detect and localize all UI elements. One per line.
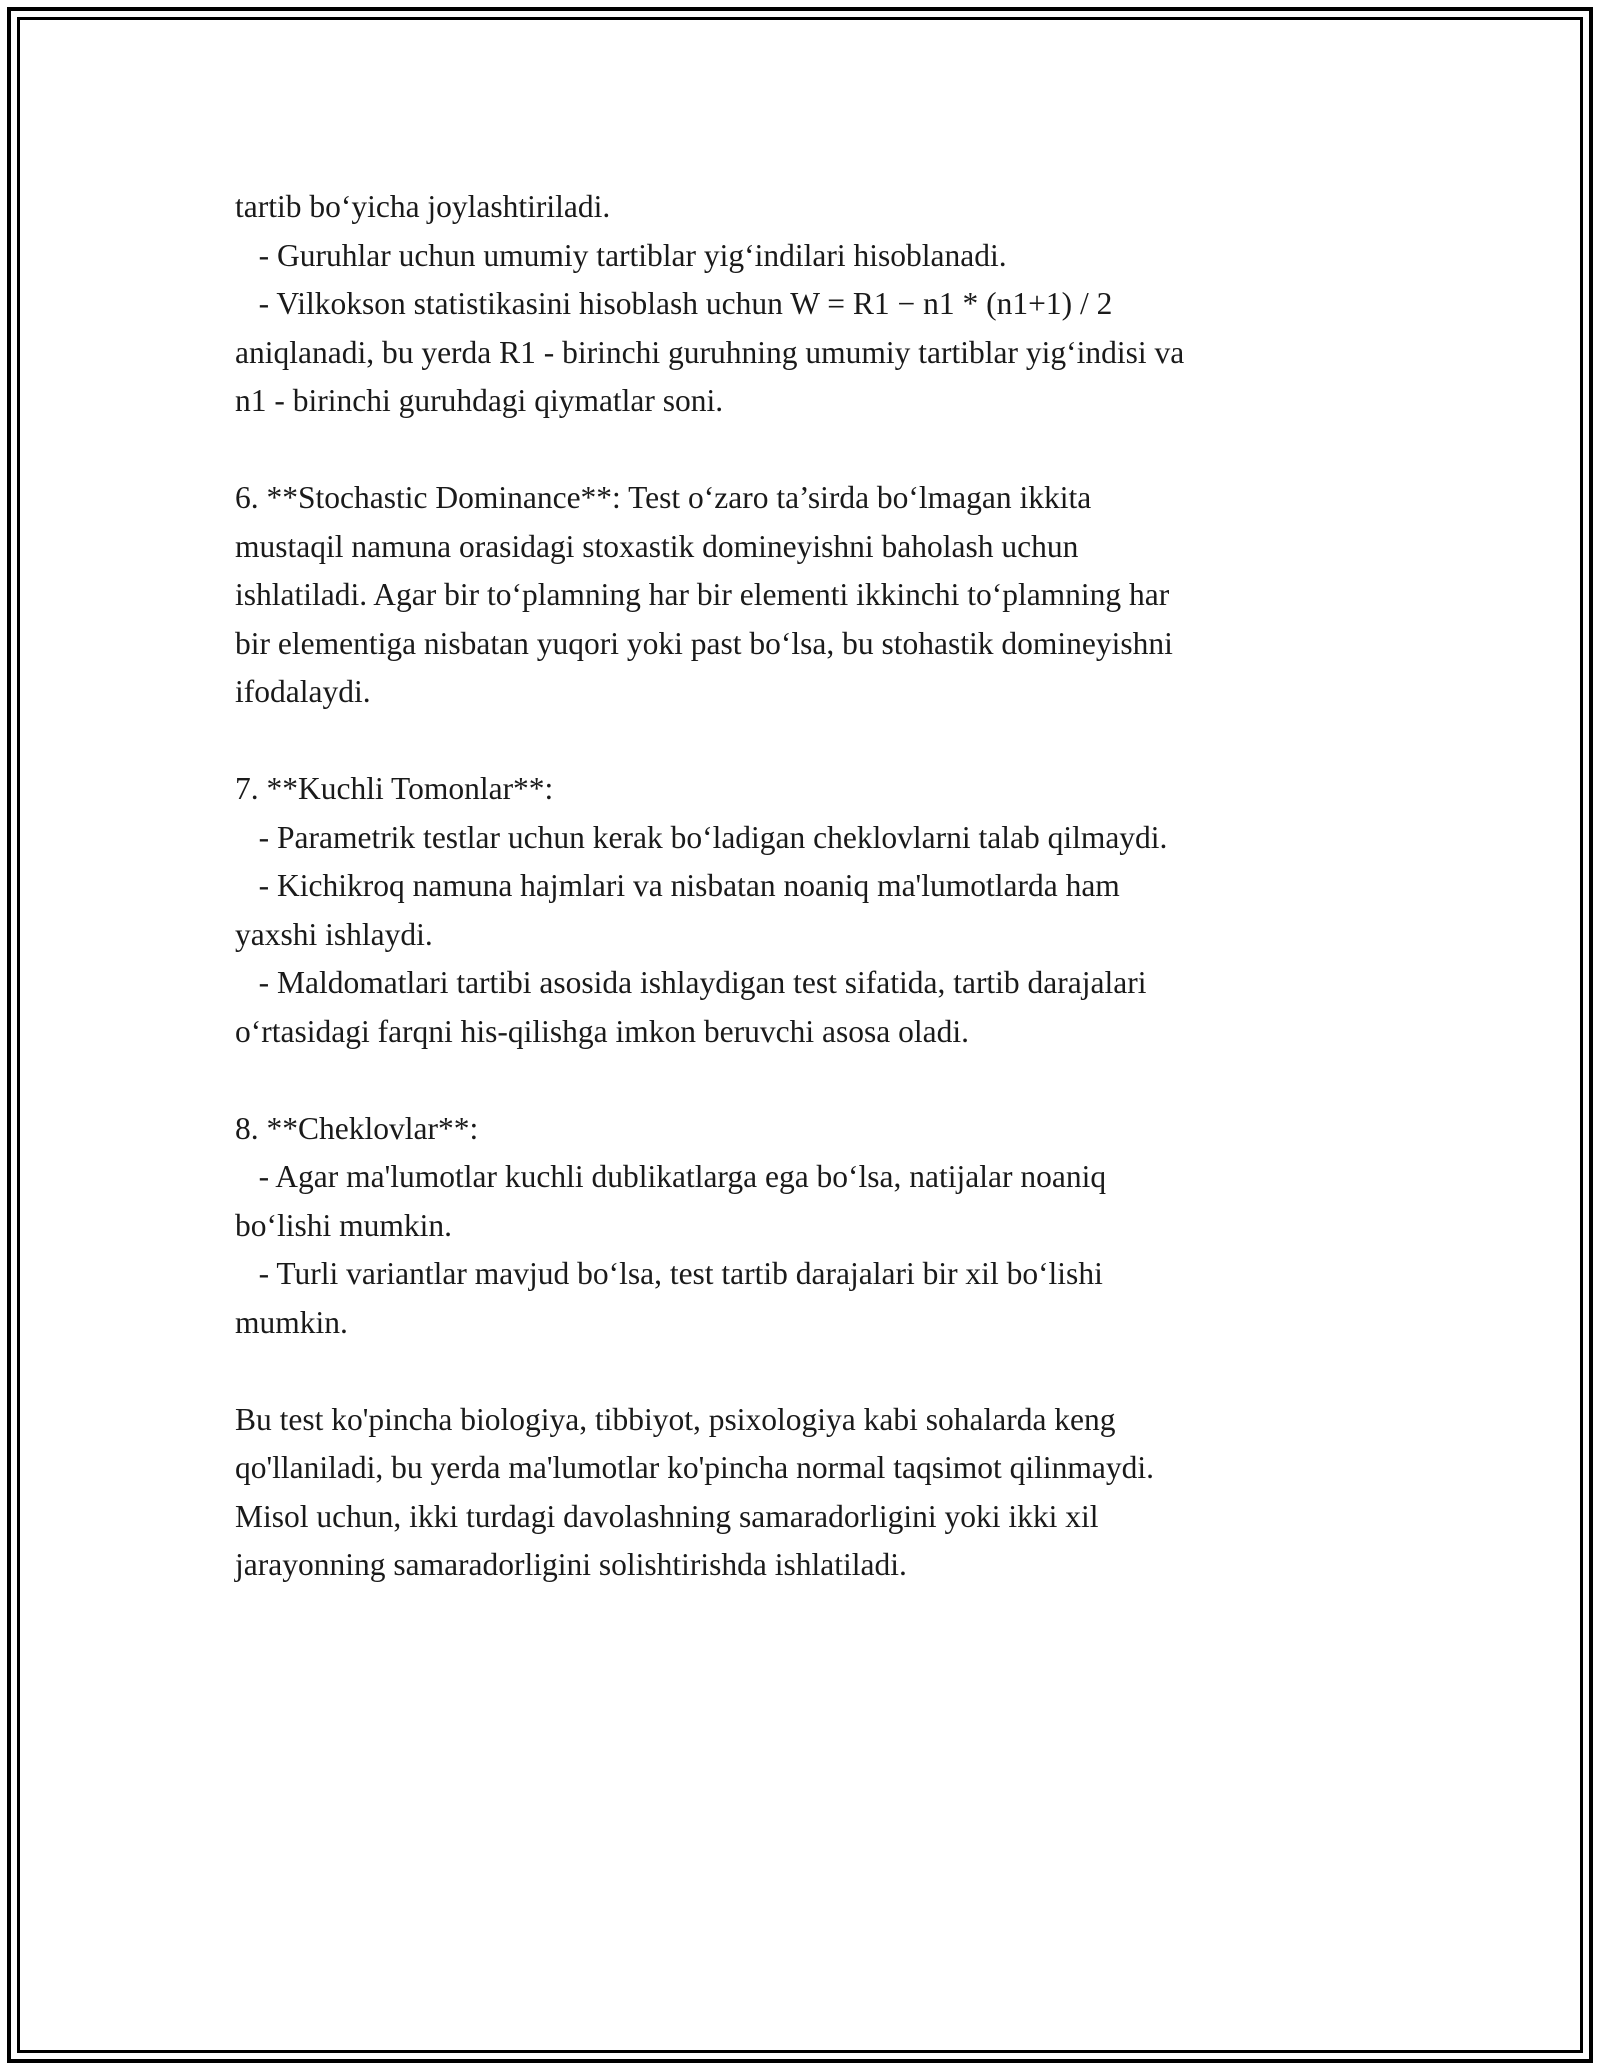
text-line: yaxshi ishlaydi. <box>235 916 433 952</box>
text-line: - Turli variantlar mavjud bo‘lsa, test tartib darajalari bir xil bo‘lishi <box>235 1256 1103 1291</box>
text-line: Misol uchun, ikki turdagi davolashning samaradorligini yoki ikki xil <box>235 1498 1099 1534</box>
text-line: ishlatiladi. Agar bir to‘plamning har bir elementi ikkinchi to‘plamning har <box>235 577 1170 612</box>
paragraph-strengths <box>235 765 1365 1056</box>
paragraph-applications <box>235 1396 1365 1590</box>
text-line: - Kichikroq namuna hajmlari va nisbatan noaniq ma'lumotlarda ham <box>235 868 1120 903</box>
text-line: bir elementiga nisbatan yuqori yoki past bo‘lsa, bu stohastik domineyishni <box>235 625 1173 661</box>
text-line: 8. **Cheklovlar**: <box>235 1110 479 1146</box>
text-line: qo'llaniladi, bu yerda ma'lumotlar ko'pincha normal taqsimot qilinmaydi. <box>235 1450 1154 1485</box>
text-line: n1 - birinchi guruhdagi qiymatlar soni. <box>235 383 724 418</box>
paragraph-limitations <box>235 1105 1365 1348</box>
text-line: ifodalaydi. <box>235 674 371 709</box>
text-line: mumkin. <box>235 1304 348 1340</box>
text-line: o‘rtasidagi farqni his-qilishga imkon beruvchi asosa oladi. <box>235 1013 969 1049</box>
text-line: - Parametrik testlar uchun kerak bo‘ladigan cheklovlarni talab qilmaydi. <box>235 819 1168 855</box>
paragraph-ranking-steps <box>235 183 1365 426</box>
text-line: - Vilkokson statistikasini hisoblash uchun W = R1 − n1 * (n1+1) / 2 <box>235 286 1113 321</box>
text-line: - Agar ma'lumotlar kuchli dublikatlarga ega bo‘lsa, natijalar noaniq <box>235 1159 1107 1194</box>
text-line: tartib bo‘yicha joylashtiriladi. <box>235 189 611 224</box>
text-line: bo‘lishi mumkin. <box>235 1207 453 1243</box>
text-line: mustaqil namuna orasidagi stoxastik domineyishni baholash uchun <box>235 528 1079 564</box>
text-line: Bu test ko'pincha biologiya, tibbiyot, psixologiya kabi sohalarda keng <box>235 1401 1116 1437</box>
text-line: 6. **Stochastic Dominance**: Test o‘zaro ta’sirda bo‘lmagan ikkita <box>235 480 1092 515</box>
text-line: jarayonning samaradorligini solishtirishda ishlatiladi. <box>235 1547 907 1582</box>
text-line: aniqlanadi, bu yerda R1 - birinchi guruhning umumiy tartiblar yig‘indisi va <box>235 334 1185 370</box>
text-line: 7. **Kuchli Tomonlar**: <box>235 771 554 806</box>
text-line: - Maldomatlari tartibi asosida ishlaydigan test sifatida, tartib darajalari <box>235 965 1147 1000</box>
document-body <box>235 183 1365 1590</box>
paragraph-stochastic-dominance <box>235 474 1365 717</box>
text-line: - Guruhlar uchun umumiy tartiblar yig‘indilari hisoblanadi. <box>235 237 1007 273</box>
